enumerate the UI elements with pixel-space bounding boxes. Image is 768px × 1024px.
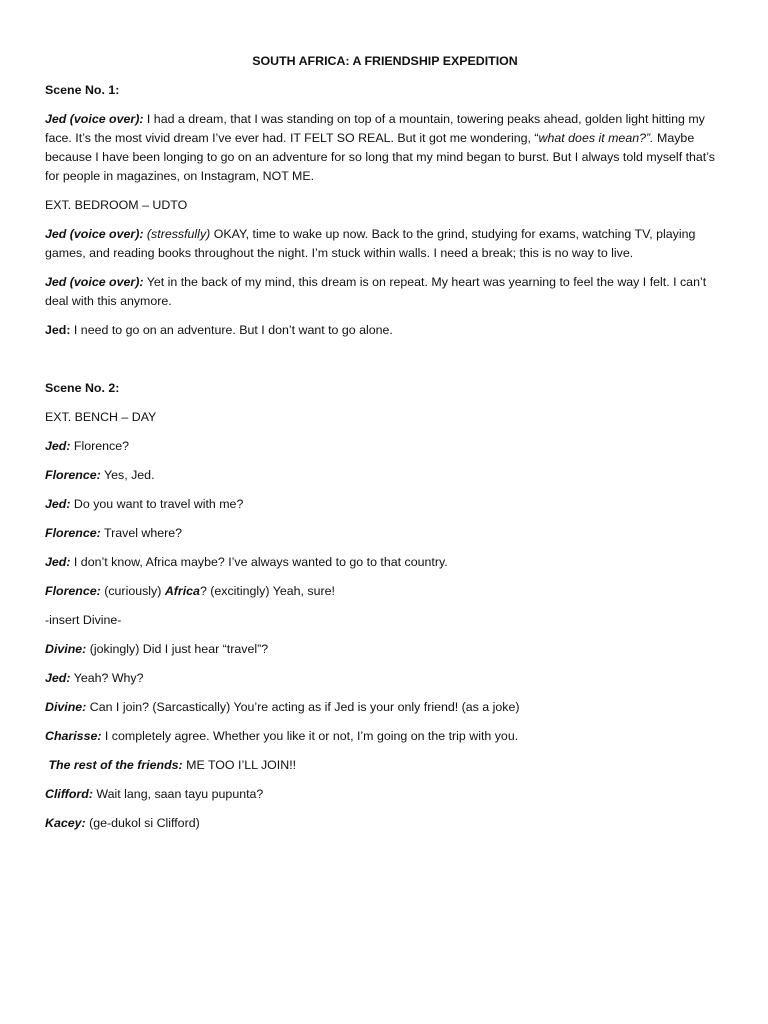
scene-2-line-4	[45, 524, 725, 543]
dialogue: I completely agree. Whether you like it or not, I’m going on the trip with you.	[101, 729, 519, 743]
scene-1-setting: EXT. BEDROOM – UDTO	[45, 198, 188, 212]
speaker: Jed:	[45, 497, 71, 511]
dialogue-emphasis: what does it mean?”.	[538, 131, 654, 145]
scene-2-line-5	[45, 553, 725, 572]
script-page	[45, 52, 725, 843]
stage-direction: (stressfully)	[143, 227, 211, 241]
dialogue: Do you want to travel with me?	[70, 497, 244, 511]
speaker: Jed:	[45, 671, 71, 685]
scene-1-line-2	[45, 225, 725, 263]
dialogue: Yeah? Why?	[70, 671, 144, 685]
dialogue: Travel where?	[100, 526, 183, 540]
speaker: Jed (voice over):	[45, 112, 144, 126]
scene-2-line-9	[45, 698, 725, 717]
dialogue: OKAY, time to wake up now. Back to the grind, studying for exams, watching TV, playing games, and reading books throughout the night. I’m stuck within walls. I need a break; this is no way to live.	[45, 227, 696, 260]
scene-2-insert: -insert Divine-	[45, 613, 122, 627]
scene-2-line-13	[45, 814, 725, 833]
dialogue: (jokingly) Did I just hear “travel”?	[86, 642, 269, 656]
document-title: SOUTH AFRICA: A FRIENDSHIP EXPEDITION	[252, 54, 518, 68]
speaker: The rest of the friends:	[45, 758, 183, 772]
scene-2-heading: Scene No. 2:	[45, 381, 120, 395]
speaker: Florence:	[45, 584, 101, 598]
speaker: Florence:	[45, 526, 101, 540]
scene-2-line-10	[45, 727, 725, 746]
dialogue: ME TOO I’LL JOIN!!	[182, 758, 297, 772]
dialogue: Yes, Jed.	[100, 468, 155, 482]
scene-2-line-6	[45, 582, 725, 601]
dialogue: Wait lang, saan tayu pupunta?	[92, 787, 264, 801]
scene-2-line-7	[45, 640, 725, 659]
scene-1-line-4	[45, 321, 725, 340]
dialogue: (ge-dukol si Clifford)	[85, 816, 200, 830]
speaker: Clifford:	[45, 787, 93, 801]
scene-1-line-3	[45, 273, 725, 311]
scene-2-line-2	[45, 466, 725, 485]
dialogue-emphasis: Africa	[164, 584, 200, 598]
speaker: Jed:	[45, 439, 71, 453]
dialogue: I need to go on an adventure. But I don’t want to go alone.	[70, 323, 393, 337]
dialogue: I don’t know, Africa maybe? I’ve always wanted to go to that country.	[70, 555, 448, 569]
scene-spacer	[45, 350, 725, 379]
scene-1-heading: Scene No. 1:	[45, 83, 120, 97]
dialogue: Maybe because I have been longing to go on an adventure for so long that my mind began to burst. But I always told myself that’s for people in magazines, on Instagram, NOT ME.	[45, 131, 715, 183]
dialogue: Florence?	[70, 439, 130, 453]
scene-1-line-1	[45, 110, 725, 186]
scene-2-setting: EXT. BENCH – DAY	[45, 410, 157, 424]
speaker: Jed (voice over):	[45, 275, 144, 289]
speaker: Kacey:	[45, 816, 86, 830]
speaker: Jed:	[45, 323, 71, 337]
speaker: Florence:	[45, 468, 101, 482]
scene-2-line-11	[45, 756, 725, 775]
scene-2-line-3	[45, 495, 725, 514]
dialogue: I had a dream, that I was standing on top of a mountain, towering peaks ahead, golden light hitting my face. It’s the most vivid dream I’ve ever had. IT FELT SO REAL. But it got me wondering, “	[45, 112, 705, 145]
speaker: Divine:	[45, 642, 87, 656]
speaker: Charisse:	[45, 729, 102, 743]
scene-2-line-1	[45, 437, 725, 456]
dialogue: Yet in the back of my mind, this dream is on repeat. My heart was yearning to feel the way I felt. I can’t deal with this anymore.	[45, 275, 707, 308]
scene-2-line-12	[45, 785, 725, 804]
dialogue: ? (excitingly) Yeah, sure!	[199, 584, 335, 598]
dialogue: Can I join? (Sarcastically) You’re acting as if Jed is your only friend! (as a joke)	[86, 700, 520, 714]
scene-2-line-8	[45, 669, 725, 688]
dialogue: (curiously)	[100, 584, 165, 598]
speaker: Jed (voice over):	[45, 227, 144, 241]
speaker: Jed:	[45, 555, 71, 569]
speaker: Divine:	[45, 700, 87, 714]
